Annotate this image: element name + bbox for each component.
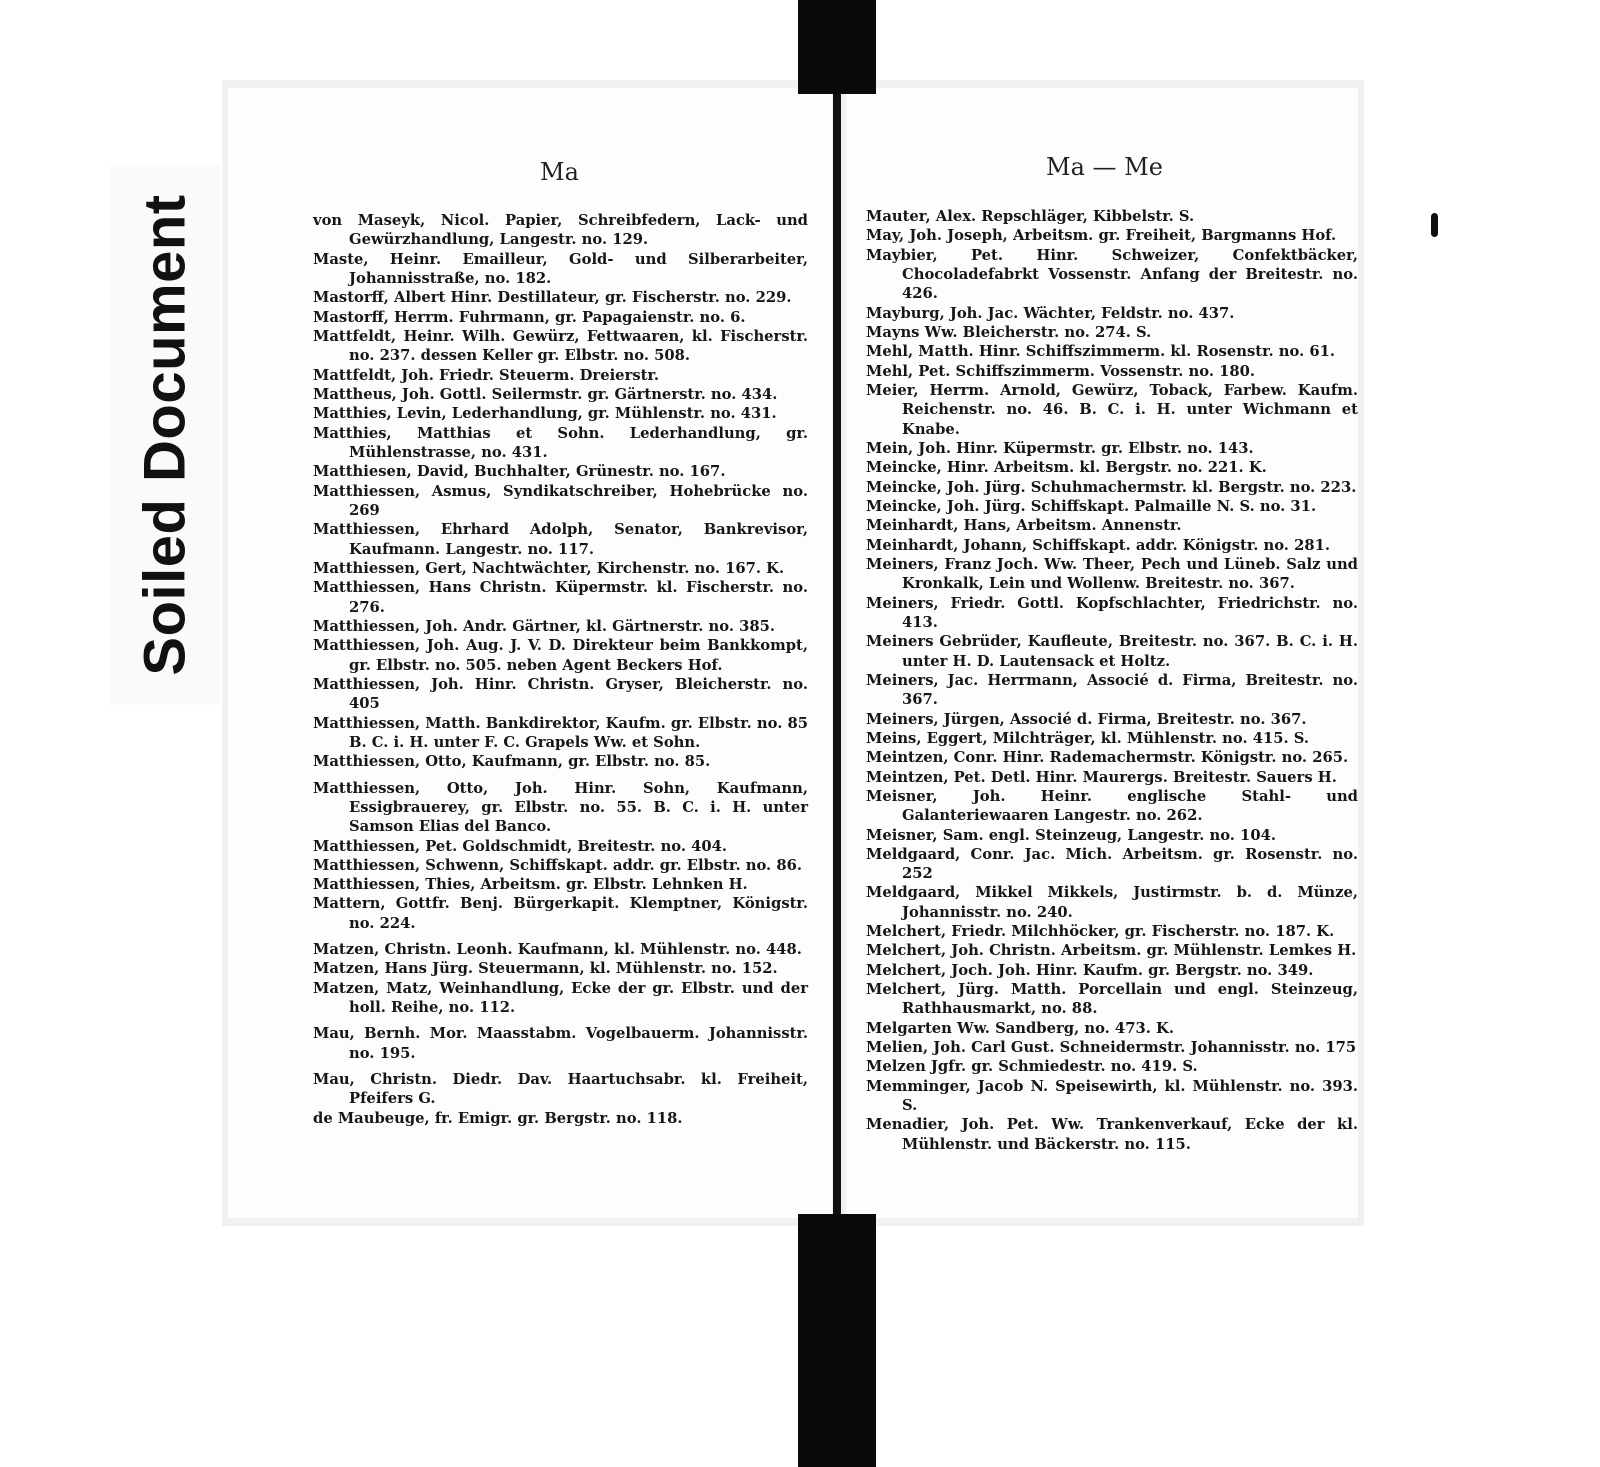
directory-entry: Melchert, Friedr. Milchhöcker, gr. Fischerstr. no. 187. K. (866, 923, 1335, 941)
directory-entry: Meisner, Sam. engl. Steinzeug, Langestr. no. 104. (866, 826, 1276, 844)
directory-entry: Mastorff, Herrm. Fuhrmann, gr. Papagaienstr. no. 6. (313, 308, 746, 326)
directory-entry: Melchert, Jürg. Matth. Porcellain und engl. Steinzeug, Rathhausmarkt, no. 88. (866, 981, 1358, 1018)
directory-entry: Mayns Ww. Bleicherstr. no. 274. S. (866, 323, 1152, 341)
directory-entry: Mattheus, Joh. Gottl. Seilermstr. gr. Gärtnerstr. no. 434. (313, 385, 778, 403)
directory-entry: Matthies, Levin, Lederhandlung, gr. Mühlenstr. no. 431. (313, 405, 777, 423)
directory-entry: Matthiessen, Gert, Nachtwächter, Kirchenstr. no. 167. K. (313, 559, 785, 577)
directory-entry: Mein, Joh. Hinr. Küpermstr. gr. Elbstr. no. 143. (866, 439, 1254, 457)
soiled-document-stamp: Soiled Document (132, 194, 198, 676)
left-page-header: Ma (540, 158, 579, 186)
directory-entry: Matthiessen, Otto, Joh. Hinr. Sohn, Kaufmann, Essigbrauerey, gr. Elbstr. no. 55. B. C. i. H. unter Samson Elias del Banco. (313, 779, 808, 836)
directory-entry: Meiners Gebrüder, Kaufleute, Breitestr. no. 367. B. C. i. H. unter H. D. Lautensack et Holtz. (866, 633, 1358, 670)
directory-entry: Matthiessen, Matth. Bankdirektor, Kaufm. gr. Elbstr. no. 85 B. C. i. H. unter F. C. Grapels Ww. et Sohn. (313, 714, 808, 751)
right-entry-list (866, 207, 1358, 1154)
directory-entry: Maste, Heinr. Emailleur, Gold- und Silberarbeiter, Johannisstraße, no. 182. (313, 250, 808, 287)
directory-entry: Meincke, Joh. Jürg. Schuhmachermstr. kl. Bergstr. no. 223. (866, 478, 1357, 496)
directory-entry: Meiners, Jac. Herrmann, Associé d. Firma, Breitestr. no. 367. (866, 671, 1358, 709)
directory-entry: Matthiessen, Ehrhard Adolph, Senator, Bankrevisor, Kaufmann. Langestr. no. 117. (313, 521, 808, 558)
directory-entry: Meldgaard, Mikkel Mikkels, Justirmstr. b. d. Münze, Johannisstr. no. 240. (866, 884, 1358, 921)
directory-entry: Matzen, Christn. Leonh. Kaufmann, kl. Mühlenstr. no. 448. (313, 941, 802, 959)
directory-entry: Matthiessen, Joh. Aug. J. V. D. Direkteur beim Bankkompt, gr. Elbstr. no. 505. neben Agent Beckers Hof. (313, 637, 808, 674)
directory-entry: Matthiessen, Joh. Hinr. Christn. Gryser, Bleicherstr. no. 405 (313, 675, 808, 713)
directory-entry: Menadier, Joh. Pet. Ww. Trankenverkauf, Ecke der kl. Mühlenstr. und Bäckerstr. no. 115. (866, 1116, 1358, 1153)
binding-clip-top (798, 0, 876, 94)
directory-entry: Mattfeldt, Heinr. Wilh. Gewürz, Fettwaaren, kl. Fischerstr. no. 237. dessen Keller gr. Elbstr. no. 508. (313, 327, 808, 365)
directory-entry: Melgarten Ww. Sandberg, no. 473. K. (866, 1019, 1174, 1037)
directory-entry: Matthiessen, Schwenn, Schiffskapt. addr. gr. Elbstr. no. 86. (313, 856, 802, 874)
directory-entry: Meiners, Friedr. Gottl. Kopfschlachter, Friedrichstr. no. 413. (866, 594, 1358, 631)
directory-entry: Meintzen, Conr. Hinr. Rademachermstr. Königstr. no. 265. (866, 749, 1349, 767)
directory-entry: Meincke, Hinr. Arbeitsm. kl. Bergstr. no. 221. K. (866, 459, 1267, 477)
directory-entry: Meins, Eggert, Milchträger, kl. Mühlenstr. no. 415. S. (866, 729, 1310, 747)
directory-entry: Matzen, Hans Jürg. Steuermann, kl. Mühlenstr. no. 152. (313, 960, 778, 978)
directory-entry: Memminger, Jacob N. Speisewirth, kl. Mühlenstr. no. 393. S. (866, 1077, 1358, 1115)
directory-entry: Meldgaard, Conr. Jac. Mich. Arbeitsm. gr. Rosenstr. no. 252 (866, 845, 1358, 883)
directory-entry: Melchert, Joh. Christn. Arbeitsm. gr. Mühlenstr. Lemkes H. (866, 942, 1357, 960)
directory-entry: Mattfeldt, Joh. Friedr. Steuerm. Dreierstr. (313, 366, 660, 384)
right-page-header: Ma — Me (1046, 153, 1163, 181)
directory-entry: Maybier, Pet. Hinr. Schweizer, Confektbäcker, Chocoladefabrkt Vossenstr. Anfang der Breitestr. no. 426. (866, 246, 1358, 303)
directory-entry: Mehl, Matth. Hinr. Schiffszimmerm. kl. Rosenstr. no. 61. (866, 343, 1336, 361)
directory-entry: Mattern, Gottfr. Benj. Bürgerkapit. Klemptner, Königstr. no. 224. (313, 895, 808, 932)
directory-entry: Mehl, Pet. Schiffszimmerm. Vossenstr. no. 180. (866, 362, 1256, 380)
directory-entry: Meinhardt, Hans, Arbeitsm. Annenstr. (866, 517, 1182, 535)
directory-entry: Mayburg, Joh. Jac. Wächter, Feldstr. no. 437. (866, 304, 1235, 322)
directory-entry: Matthies, Matthias et Sohn. Lederhandlung, gr. Mühlenstrasse, no. 431. (313, 424, 808, 461)
ink-mark (1431, 213, 1438, 237)
book-gutter (833, 84, 841, 1224)
directory-entry: Matthiesen, David, Buchhalter, Grünestr. no. 167. (313, 463, 726, 481)
directory-entry: Meinhardt, Johann, Schiffskapt. addr. Königstr. no. 281. (866, 536, 1330, 554)
binding-clip-bottom (798, 1214, 876, 1467)
directory-entry: Mastorff, Albert Hinr. Destillateur, gr. Fischerstr. no. 229. (313, 289, 792, 307)
directory-entry: Mau, Christn. Diedr. Dav. Haartuchsabr. kl. Freiheit, Pfeifers G. (313, 1071, 808, 1108)
directory-entry: Melchert, Joch. Joh. Hinr. Kaufm. gr. Bergstr. no. 349. (866, 961, 1314, 979)
directory-entry: May, Joh. Joseph, Arbeitsm. gr. Freiheit, Bargmanns Hof. (866, 227, 1337, 245)
directory-entry: Matthiessen, Joh. Andr. Gärtner, kl. Gärtnerstr. no. 385. (313, 617, 776, 635)
directory-entry: Meiners, Jürgen, Associé d. Firma, Breitestr. no. 367. (866, 710, 1307, 728)
directory-entry: Melzen Jgfr. gr. Schmiedestr. no. 419. S. (866, 1058, 1198, 1076)
directory-entry: Meincke, Joh. Jürg. Schiffskapt. Palmaille N. S. no. 31. (866, 497, 1317, 515)
directory-entry: Matthiessen, Hans Christn. Küpermstr. kl. Fischerstr. no. 276. (313, 579, 808, 616)
directory-entry: Meisner, Joh. Heinr. englische Stahl- und Galanteriewaaren Langestr. no. 262. (866, 787, 1358, 825)
directory-entry: Matthiessen, Otto, Kaufmann, gr. Elbstr. no. 85. (313, 753, 711, 771)
left-entry-list (313, 211, 808, 1128)
directory-entry: Matzen, Matz, Weinhandlung, Ecke der gr. Elbstr. und der holl. Reihe, no. 112. (313, 979, 808, 1017)
directory-entry: Meintzen, Pet. Detl. Hinr. Maurergs. Breitestr. Sauers H. (866, 768, 1337, 786)
directory-entry: von Maseyk, Nicol. Papier, Schreibfedern, Lack- und Gewürzhandlung, Langestr. no. 129. (313, 212, 808, 249)
directory-entry: Meiners, Franz Joch. Ww. Theer, Pech und Lüneb. Salz und Kronkalk, Lein und Wollenw. Breitestr. no. 367. (866, 555, 1358, 593)
directory-entry: Matthiessen, Pet. Goldschmidt, Breitestr. no. 404. (313, 837, 728, 855)
directory-entry: Mau, Bernh. Mor. Maasstabm. Vogelbauerm. Johannisstr. no. 195. (313, 1025, 808, 1062)
directory-entry: Melien, Joh. Carl Gust. Schneidermstr. Johannisstr. no. 175 (866, 1039, 1357, 1057)
directory-entry: Mauter, Alex. Repschläger, Kibbelstr. S. (866, 208, 1195, 225)
directory-entry: Matthiessen, Thies, Arbeitsm. gr. Elbstr. Lehnken H. (313, 876, 748, 894)
directory-entry: Meier, Herrm. Arnold, Gewürz, Toback, Farbew. Kaufm. Reichenstr. no. 46. B. C. i. H. unter Wichmann et Knabe. (866, 381, 1358, 438)
directory-entry: Matthiessen, Asmus, Syndikatschreiber, Hohebrücke no. 269 (313, 482, 808, 519)
directory-entry: de Maubeuge, fr. Emigr. gr. Bergstr. no. 118. (313, 1109, 683, 1127)
